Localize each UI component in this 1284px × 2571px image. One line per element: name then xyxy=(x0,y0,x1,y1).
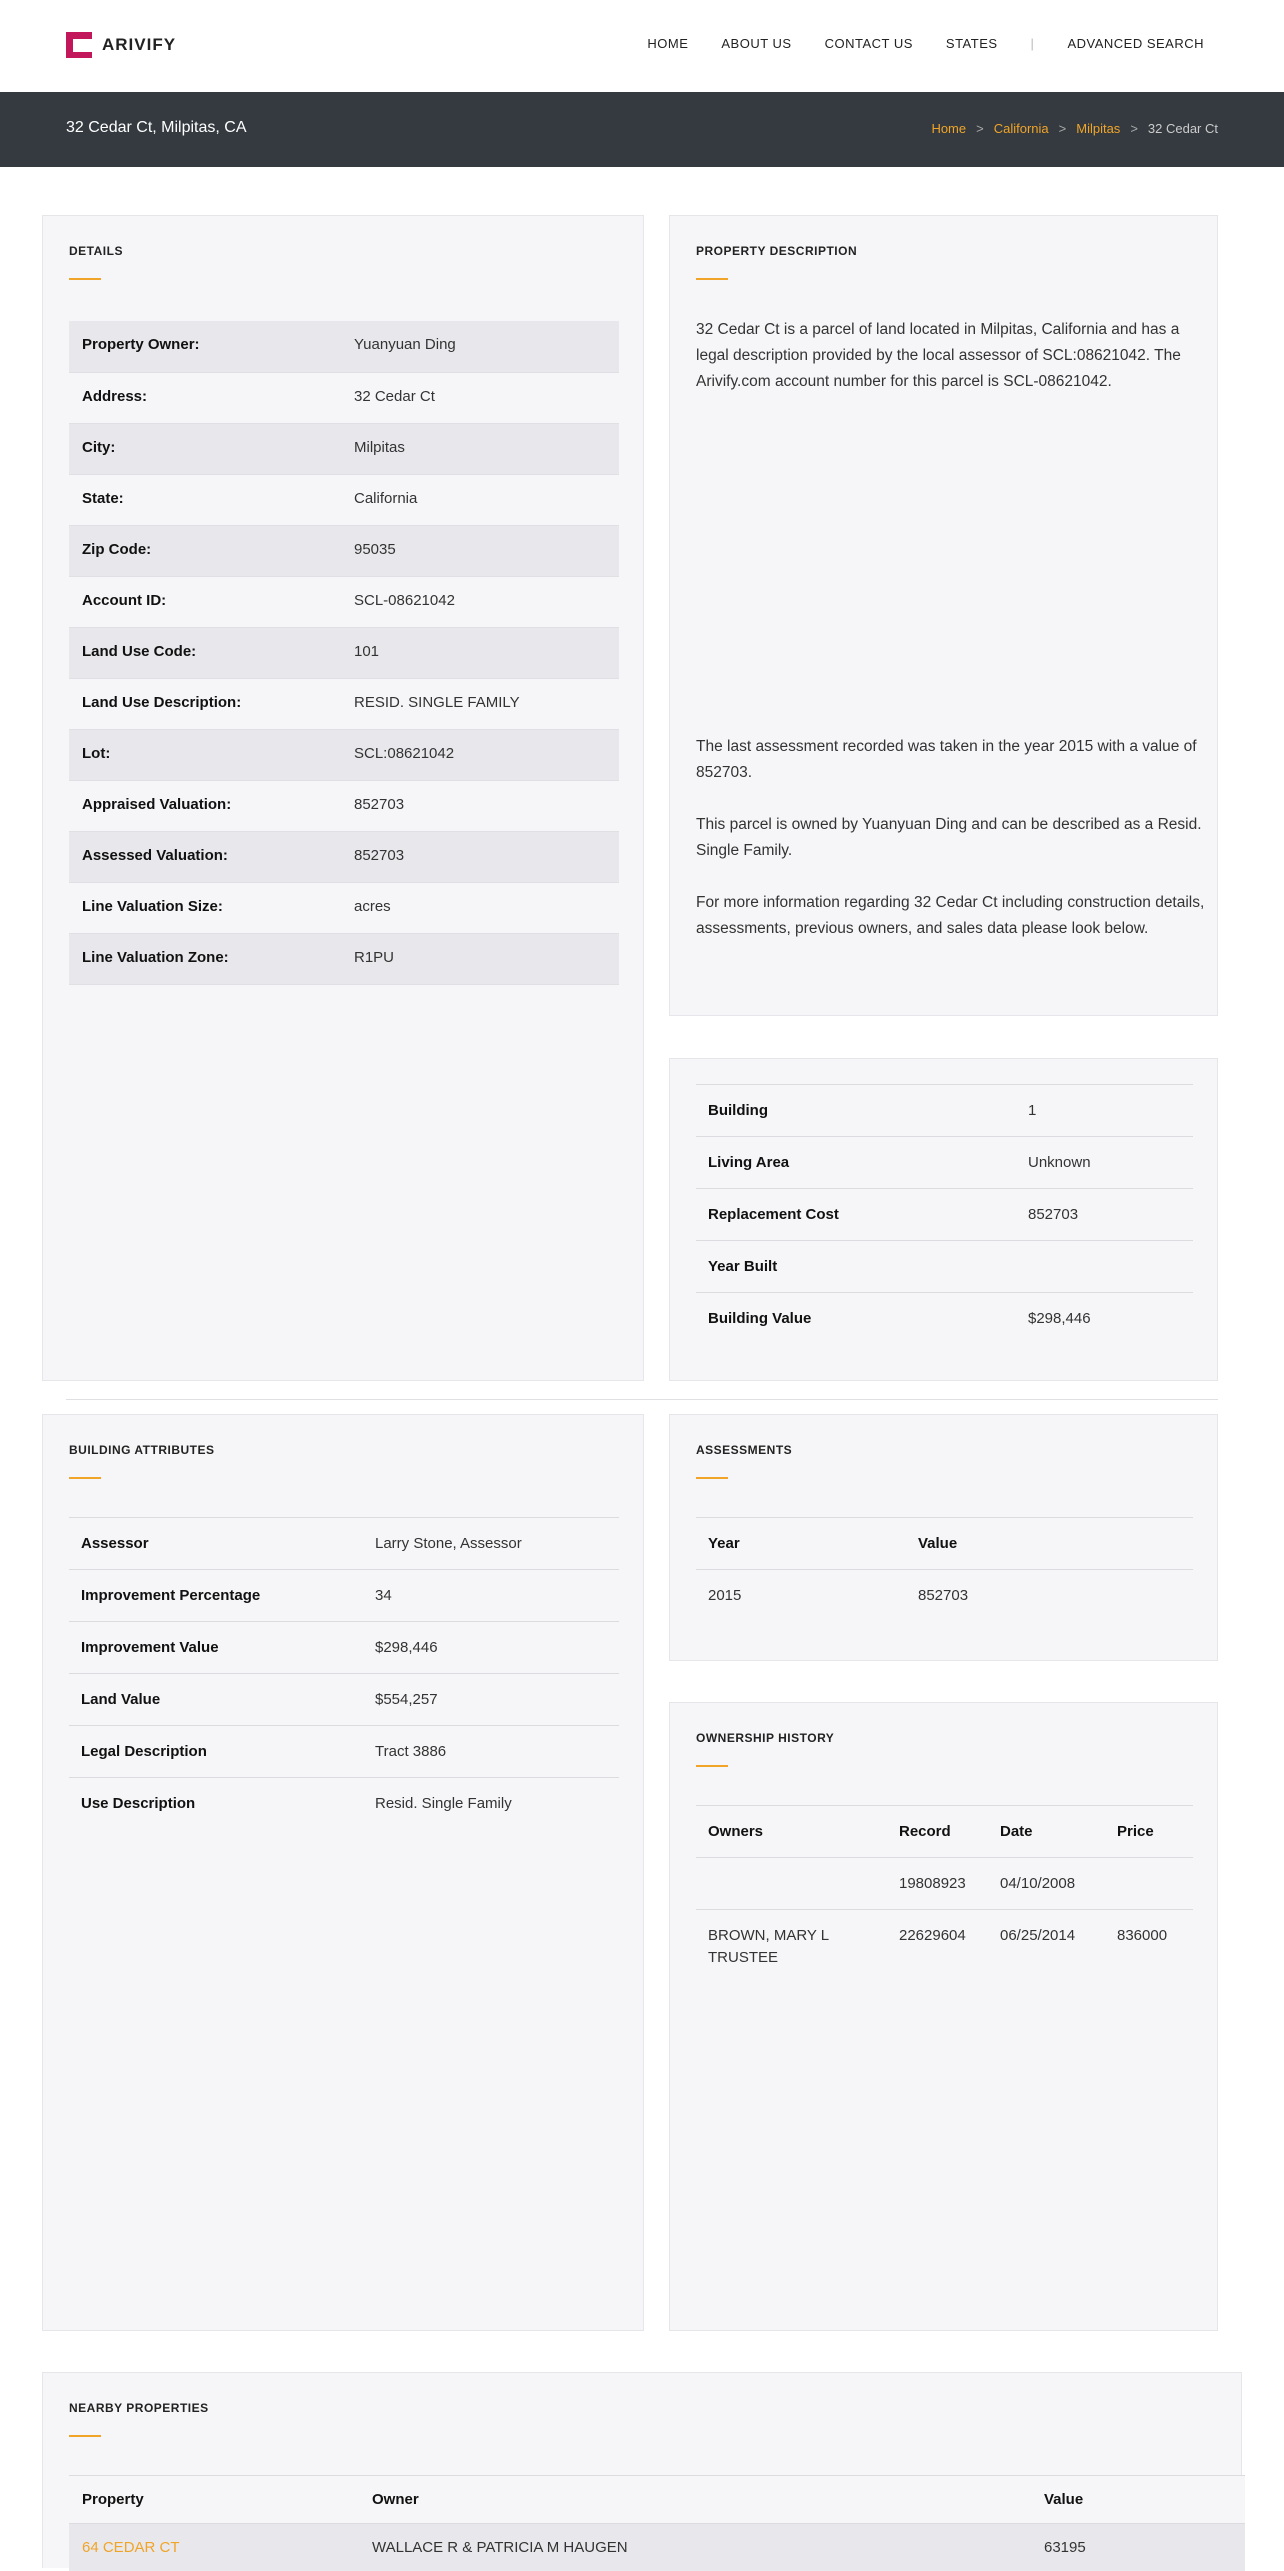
details-value: R1PU xyxy=(341,933,619,984)
table-header-row xyxy=(696,1806,1193,1858)
table-row xyxy=(69,729,619,780)
details-key: Assessed Valuation: xyxy=(69,831,341,882)
attribute-key: Legal Description xyxy=(69,1726,363,1778)
details-key: Line Valuation Size: xyxy=(69,882,341,933)
nearby-owner: WALLACE R & PATRICIA M HAUGEN xyxy=(359,2524,1031,2571)
building-table xyxy=(696,1084,1193,1344)
table-row xyxy=(69,882,619,933)
title-underline xyxy=(69,1477,101,1479)
attribute-value: 34 xyxy=(363,1570,619,1622)
details-key: Address: xyxy=(69,372,341,423)
nearby-title: NEARBY PROPERTIES xyxy=(69,2401,209,2415)
table-row xyxy=(69,933,619,984)
details-key: Line Valuation Zone: xyxy=(69,933,341,984)
description-paragraph: This parcel is owned by Yuanyuan Ding and can be described as a Resid. Single Family. xyxy=(696,812,1206,864)
breadcrumb-state[interactable]: California xyxy=(994,121,1049,136)
table-row xyxy=(696,1858,1193,1910)
table-row xyxy=(696,1910,1193,1984)
attribute-value: $298,446 xyxy=(363,1622,619,1674)
table-row xyxy=(69,831,619,882)
ownership-table xyxy=(696,1805,1193,1983)
details-value: SCL:08621042 xyxy=(341,729,619,780)
attribute-key: Use Description xyxy=(69,1778,363,1830)
title-underline xyxy=(696,1765,728,1767)
details-value: 852703 xyxy=(341,831,619,882)
table-row xyxy=(69,525,619,576)
details-value: Milpitas xyxy=(341,423,619,474)
table-row xyxy=(69,780,619,831)
owner-price xyxy=(1105,1858,1193,1910)
details-key: City: xyxy=(69,423,341,474)
table-row xyxy=(696,1137,1193,1189)
nav-about-us[interactable]: ABOUT US xyxy=(721,36,791,51)
column-header: Value xyxy=(1031,2476,1245,2524)
breadcrumb-separator: > xyxy=(1130,121,1138,136)
details-key: Zip Code: xyxy=(69,525,341,576)
building-key: Building Value xyxy=(696,1293,1016,1345)
assessments-title: ASSESSMENTS xyxy=(696,1443,792,1457)
attribute-value: Resid. Single Family xyxy=(363,1778,619,1830)
column-header: Owners xyxy=(696,1806,887,1858)
table-row xyxy=(69,576,619,627)
details-key: Land Use Code: xyxy=(69,627,341,678)
page-title-bar xyxy=(0,92,1284,167)
column-header: Price xyxy=(1105,1806,1193,1858)
table-row xyxy=(696,1189,1193,1241)
attributes-table xyxy=(69,1517,619,1829)
attribute-value: Tract 3886 xyxy=(363,1726,619,1778)
table-row xyxy=(69,1674,619,1726)
ownership-title: OWNERSHIP HISTORY xyxy=(696,1731,834,1745)
building-key: Year Built xyxy=(696,1241,1016,1293)
details-key: State: xyxy=(69,474,341,525)
page-title: 32 Cedar Ct, Milpitas, CA xyxy=(66,119,247,137)
breadcrumb-home[interactable]: Home xyxy=(931,121,966,136)
breadcrumb xyxy=(931,121,1218,136)
table-row xyxy=(69,321,619,372)
title-underline xyxy=(69,278,101,280)
description-paragraph: The last assessment recorded was taken in the year 2015 with a value of 852703. xyxy=(696,734,1206,786)
logo-icon xyxy=(66,32,92,58)
title-underline xyxy=(69,2435,101,2437)
table-header-row xyxy=(696,1518,1193,1570)
assessments-table xyxy=(696,1517,1193,1621)
nearby-property-link[interactable]: 64 CEDAR CT xyxy=(69,2524,359,2571)
owner-date: 04/10/2008 xyxy=(988,1858,1105,1910)
nearby-value: 63195 xyxy=(1031,2524,1245,2571)
building-attributes-panel xyxy=(42,1414,644,2331)
table-row xyxy=(69,678,619,729)
details-key: Account ID: xyxy=(69,576,341,627)
column-header: Property xyxy=(69,2476,359,2524)
building-value: Unknown xyxy=(1016,1137,1193,1189)
attribute-key: Improvement Percentage xyxy=(69,1570,363,1622)
table-row xyxy=(696,1241,1193,1293)
title-underline xyxy=(696,278,728,280)
details-value: 95035 xyxy=(341,525,619,576)
details-value: acres xyxy=(341,882,619,933)
details-key: Lot: xyxy=(69,729,341,780)
brand-logo[interactable] xyxy=(66,32,176,58)
title-underline xyxy=(696,1477,728,1479)
owner-price: 836000 xyxy=(1105,1910,1193,1984)
building-key: Building xyxy=(696,1085,1016,1137)
table-header-row xyxy=(69,2476,1245,2524)
attribute-key: Land Value xyxy=(69,1674,363,1726)
ownership-history-panel xyxy=(669,1702,1218,2331)
details-value: 32 Cedar Ct xyxy=(341,372,619,423)
breadcrumb-current: 32 Cedar Ct xyxy=(1148,121,1218,136)
description-paragraph: For more information regarding 32 Cedar Ct including construction details, assessments, previous owners, and sales data please look below. xyxy=(696,890,1206,942)
building-key: Living Area xyxy=(696,1137,1016,1189)
attribute-key: Improvement Value xyxy=(69,1622,363,1674)
site-header xyxy=(0,0,1284,92)
column-header: Year xyxy=(696,1518,906,1570)
table-row xyxy=(69,1570,619,1622)
assessments-panel xyxy=(669,1414,1218,1661)
description-paragraph: 32 Cedar Ct is a parcel of land located in Milpitas, California and has a legal description provided by the local assessor of SCL:08621042. The Arivify.com account number for this parcel is SCL-08621042. xyxy=(696,317,1206,395)
building-key: Replacement Cost xyxy=(696,1189,1016,1241)
table-row xyxy=(69,627,619,678)
nav-separator: | xyxy=(1031,36,1035,51)
attributes-title: BUILDING ATTRIBUTES xyxy=(69,1443,215,1457)
details-key: Property Owner: xyxy=(69,321,341,372)
property-description-panel xyxy=(669,215,1218,1016)
owner-name: BROWN, MARY L TRUSTEE xyxy=(696,1910,887,1984)
breadcrumb-separator: > xyxy=(1059,121,1067,136)
details-table xyxy=(69,321,619,985)
details-value: Yuanyuan Ding xyxy=(341,321,619,372)
details-key: Appraised Valuation: xyxy=(69,780,341,831)
table-row xyxy=(696,1085,1193,1137)
column-header: Date xyxy=(988,1806,1105,1858)
nav-home[interactable]: HOME xyxy=(647,36,688,51)
building-value: 852703 xyxy=(1016,1189,1193,1241)
details-value: SCL-08621042 xyxy=(341,576,619,627)
table-row xyxy=(69,423,619,474)
details-value: RESID. SINGLE FAMILY xyxy=(341,678,619,729)
assessment-year: 2015 xyxy=(696,1570,906,1622)
building-value: $298,446 xyxy=(1016,1293,1193,1345)
building-panel xyxy=(669,1058,1218,1381)
table-row xyxy=(69,2524,1245,2571)
nearby-table xyxy=(69,2475,1245,2571)
attribute-value: Larry Stone, Assessor xyxy=(363,1518,619,1570)
breadcrumb-separator: > xyxy=(976,121,984,136)
table-row xyxy=(696,1570,1193,1622)
section-divider xyxy=(66,1399,1218,1400)
building-value xyxy=(1016,1241,1193,1293)
owner-date: 06/25/2014 xyxy=(988,1910,1105,1984)
table-row xyxy=(696,1293,1193,1345)
column-header: Value xyxy=(906,1518,1193,1570)
assessment-value: 852703 xyxy=(906,1570,1193,1622)
building-value: 1 xyxy=(1016,1085,1193,1137)
details-value: 101 xyxy=(341,627,619,678)
details-value: 852703 xyxy=(341,780,619,831)
nearby-properties-panel xyxy=(42,2372,1242,2568)
details-title: DETAILS xyxy=(69,244,123,258)
nav-contact-us[interactable]: CONTACT US xyxy=(825,36,913,51)
owner-record: 19808923 xyxy=(887,1858,988,1910)
attribute-key: Assessor xyxy=(69,1518,363,1570)
table-row xyxy=(69,1518,619,1570)
details-key: Land Use Description: xyxy=(69,678,341,729)
owner-record: 22629604 xyxy=(887,1910,988,1984)
breadcrumb-city[interactable]: Milpitas xyxy=(1076,121,1120,136)
attribute-value: $554,257 xyxy=(363,1674,619,1726)
table-row xyxy=(69,1726,619,1778)
column-header: Record xyxy=(887,1806,988,1858)
table-row xyxy=(69,1778,619,1830)
brand-name: ARIVIFY xyxy=(102,35,176,55)
main-nav xyxy=(614,36,1204,51)
details-value: California xyxy=(341,474,619,525)
description-title: PROPERTY DESCRIPTION xyxy=(696,244,857,258)
nav-states[interactable]: STATES xyxy=(946,36,998,51)
details-panel xyxy=(42,215,644,1381)
table-row xyxy=(69,1622,619,1674)
table-row xyxy=(69,474,619,525)
nav-advanced-search[interactable]: ADVANCED SEARCH xyxy=(1067,36,1204,51)
table-row xyxy=(69,372,619,423)
column-header: Owner xyxy=(359,2476,1031,2524)
owner-name xyxy=(696,1858,887,1910)
